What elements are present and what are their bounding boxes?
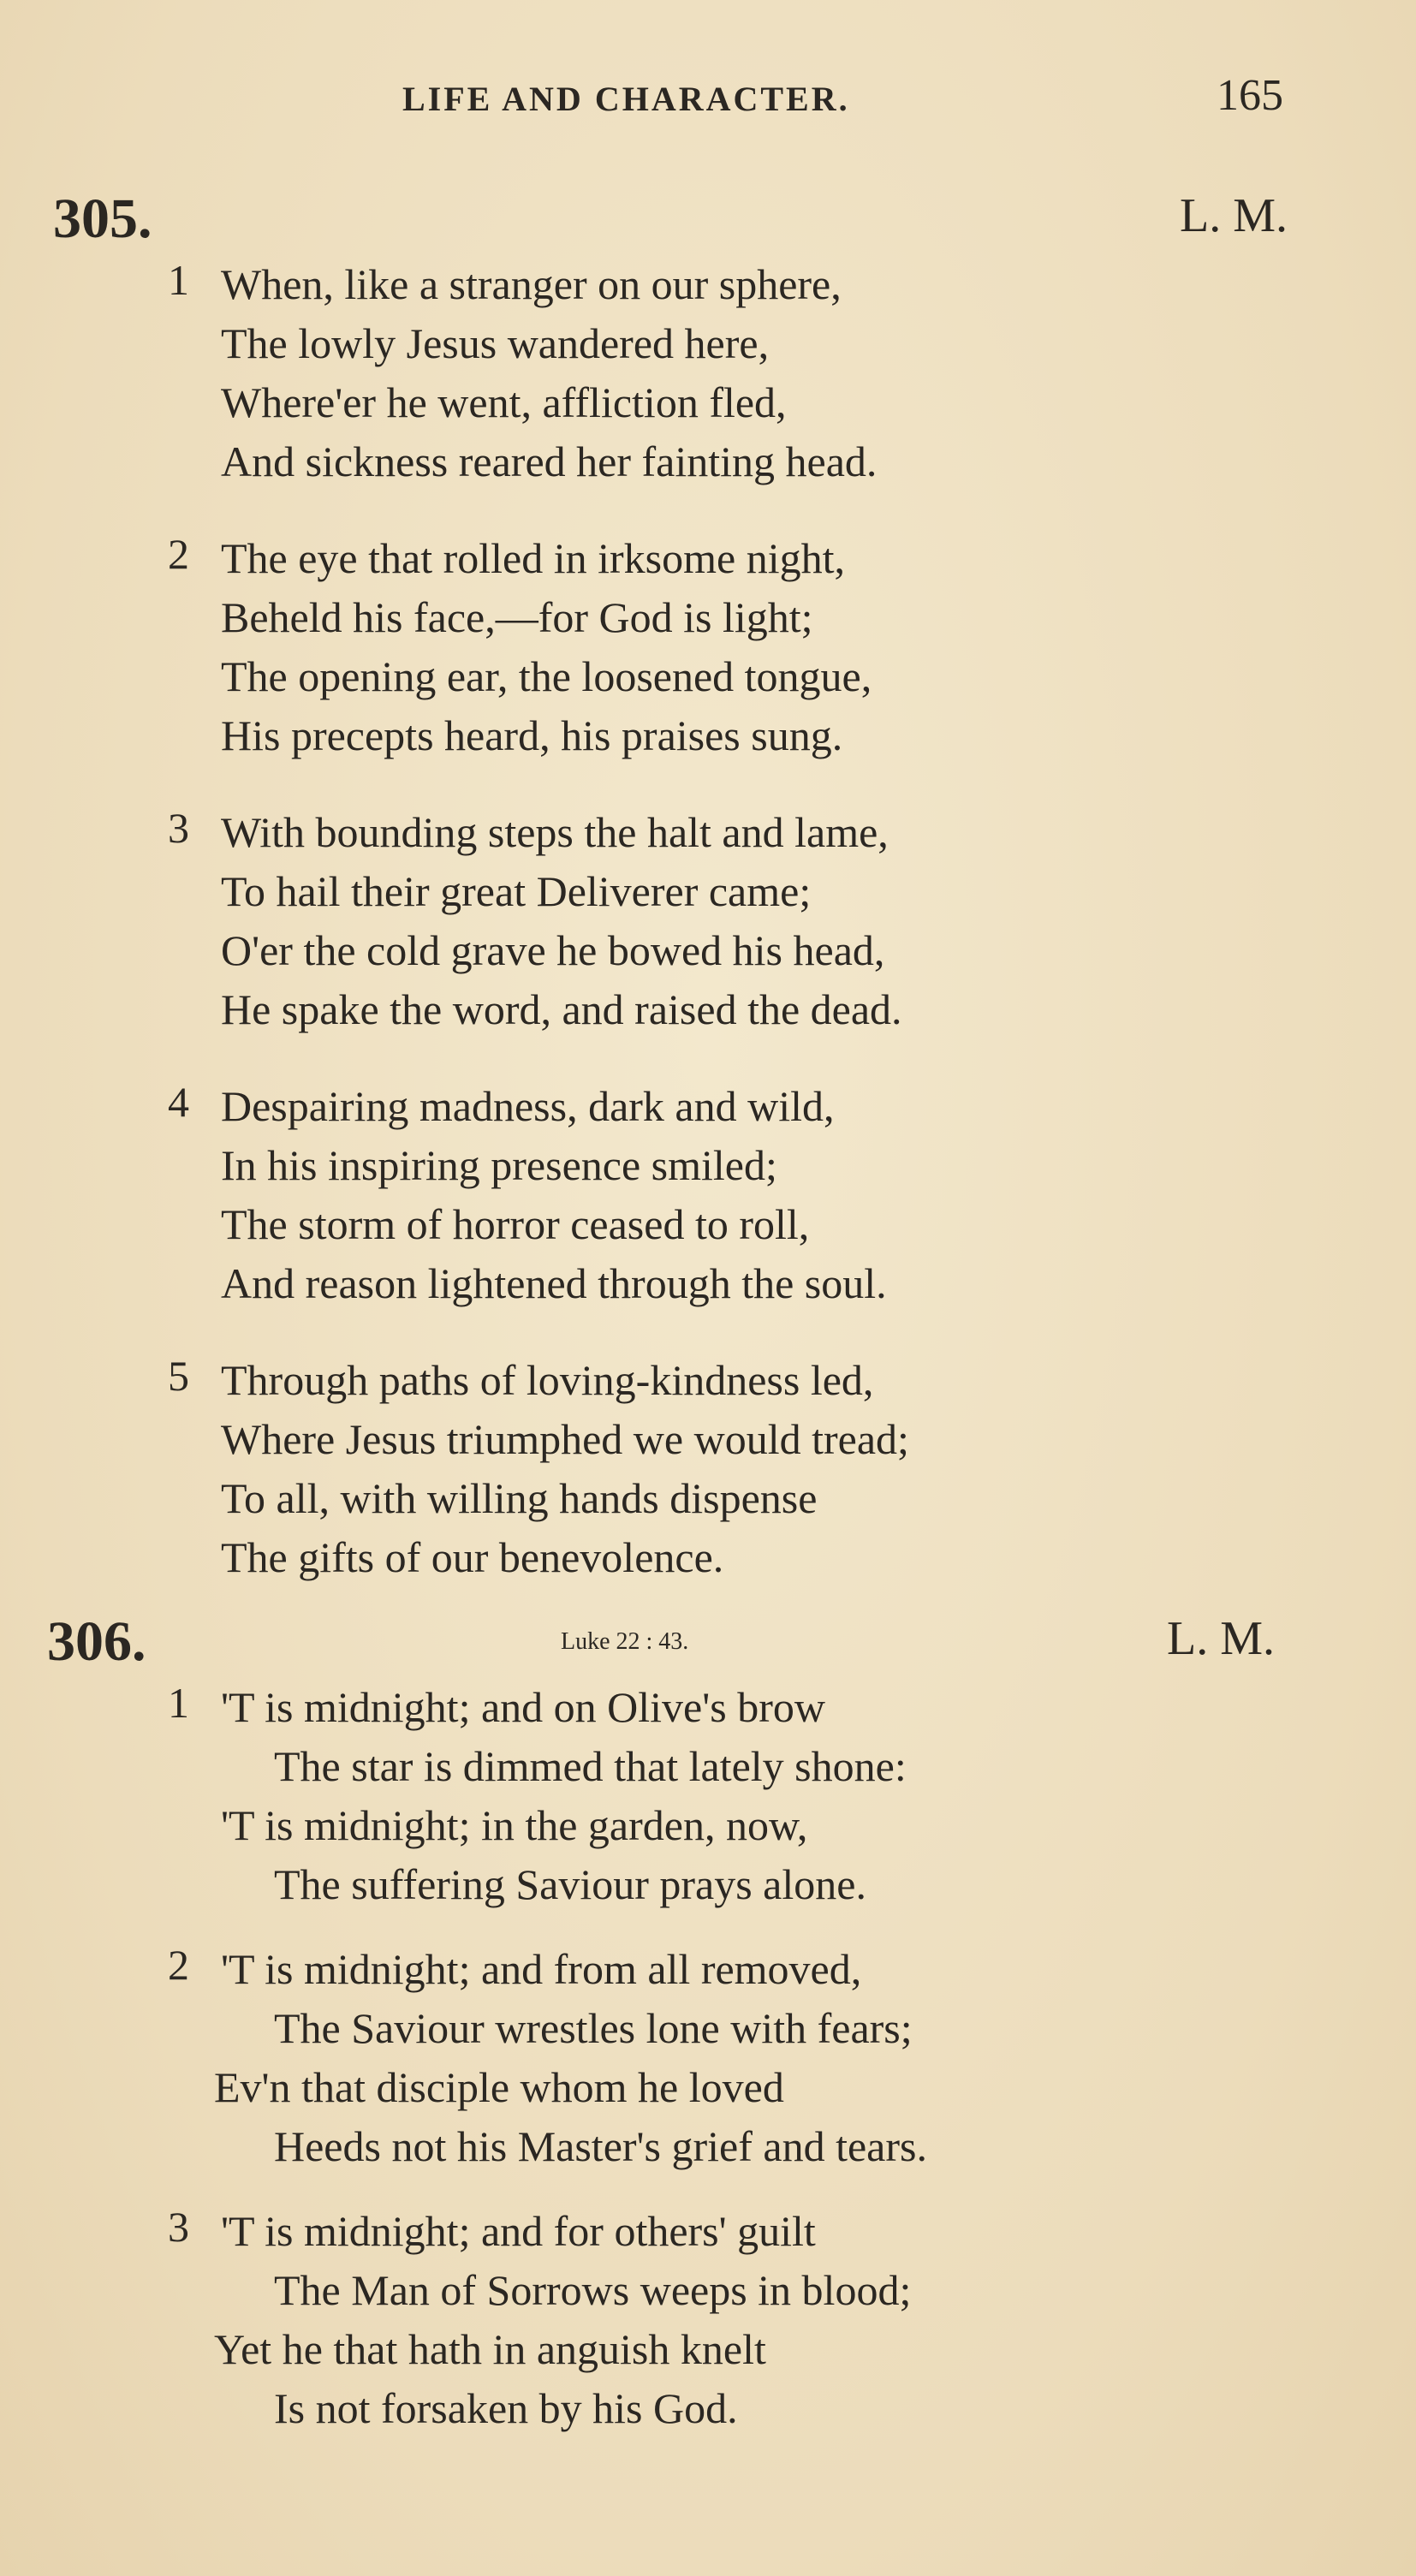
running-head <box>0 70 1416 130</box>
verse-line: O'er the cold grave he bowed his head, <box>221 926 885 974</box>
stanza-5 <box>0 1351 1416 1587</box>
verse-line: Is not forsaken by his God. <box>274 2384 738 2432</box>
verse-line: Through paths of loving-kindness led, <box>221 1356 874 1404</box>
stanza-number: 1 <box>168 256 189 304</box>
verse-line: The Saviour wrestles lone with fears; <box>274 2004 913 2052</box>
verse-line: The star is dimmed that lately shone: <box>274 1742 907 1790</box>
verse-line: In his inspiring presence smiled; <box>221 1141 777 1189</box>
stanza-number: 2 <box>168 530 189 578</box>
verse-line: Beheld his face,—for God is light; <box>221 593 813 641</box>
hymn-heading <box>0 187 1416 255</box>
verse-line: And reason lightened through the soul. <box>221 1259 887 1307</box>
stanza-number: 1 <box>168 1679 189 1727</box>
verse-line: The lowly Jesus wandered here, <box>221 319 770 367</box>
stanza-1 <box>0 255 1416 491</box>
verse-line: Ev'n that disciple whom he loved <box>214 2063 784 2111</box>
verse-line: Where Jesus triumphed we would tread; <box>221 1415 909 1463</box>
verse-line: He spake the word, and raised the dead. <box>221 985 902 1033</box>
stanza-1 <box>0 1678 1416 1914</box>
stanza-4 <box>0 1077 1416 1313</box>
verse-line: 'T is midnight; and from all removed, <box>221 1945 862 1993</box>
verse-line: Yet he that hath in anguish knelt <box>214 2325 766 2373</box>
hymn-number: 306. <box>47 1610 146 1673</box>
verse-line: Where'er he went, affliction fled, <box>221 378 787 426</box>
verse-line: 'T is midnight; and on Olive's brow <box>221 1683 825 1731</box>
hymn-meter: L. M. <box>1167 1612 1275 1665</box>
verse-line: When, like a stranger on our sphere, <box>221 260 842 308</box>
stanza-3 <box>0 2202 1416 2438</box>
stanza-number: 3 <box>168 2203 189 2251</box>
verse-line: The gifts of our benevolence. <box>221 1533 724 1581</box>
verse-line: To hail their great Deliverer came; <box>221 867 812 915</box>
verse-line: Despairing madness, dark and wild, <box>221 1082 835 1130</box>
verse-line: The suffering Saviour prays alone. <box>274 1860 866 1908</box>
running-title: LIFE AND CHARACTER. <box>402 80 850 118</box>
verse-line: 'T is midnight; and for others' guilt <box>221 2207 816 2255</box>
verse-line: The eye that rolled in irksome night, <box>221 534 845 582</box>
verse-line: And sickness reared her fainting head. <box>221 437 878 485</box>
stanza-2 <box>0 1940 1416 2176</box>
verse-line: The Man of Sorrows weeps in blood; <box>274 2266 912 2314</box>
verse-line: The opening ear, the loosened tongue, <box>221 652 872 700</box>
verse-line: Heeds not his Master's grief and tears. <box>274 2122 927 2170</box>
hymn-number: 305. <box>53 187 152 250</box>
stanza-number: 3 <box>168 804 189 852</box>
hymn-heading <box>0 1609 1416 1678</box>
verse-line: 'T is midnight; in the garden, now, <box>221 1801 808 1849</box>
stanza-number: 2 <box>168 1941 189 1989</box>
stanza-3 <box>0 803 1416 1039</box>
hymn-305 <box>0 187 1416 1625</box>
stanza-number: 5 <box>168 1352 189 1400</box>
verse-line: To all, with willing hands dispense <box>221 1474 818 1522</box>
verse-line: The storm of horror ceased to roll, <box>221 1200 810 1248</box>
page-number: 165 <box>1217 71 1283 120</box>
verse-line: His precepts heard, his praises sung. <box>221 711 843 759</box>
hymn-meter: L. M. <box>1180 189 1288 242</box>
scripture-reference: Luke 22 : 43. <box>561 1628 689 1655</box>
stanza-2 <box>0 529 1416 765</box>
verse-line: With bounding steps the halt and lame, <box>221 808 889 856</box>
hymn-306 <box>0 1609 1416 2476</box>
stanza-number: 4 <box>168 1078 189 1126</box>
